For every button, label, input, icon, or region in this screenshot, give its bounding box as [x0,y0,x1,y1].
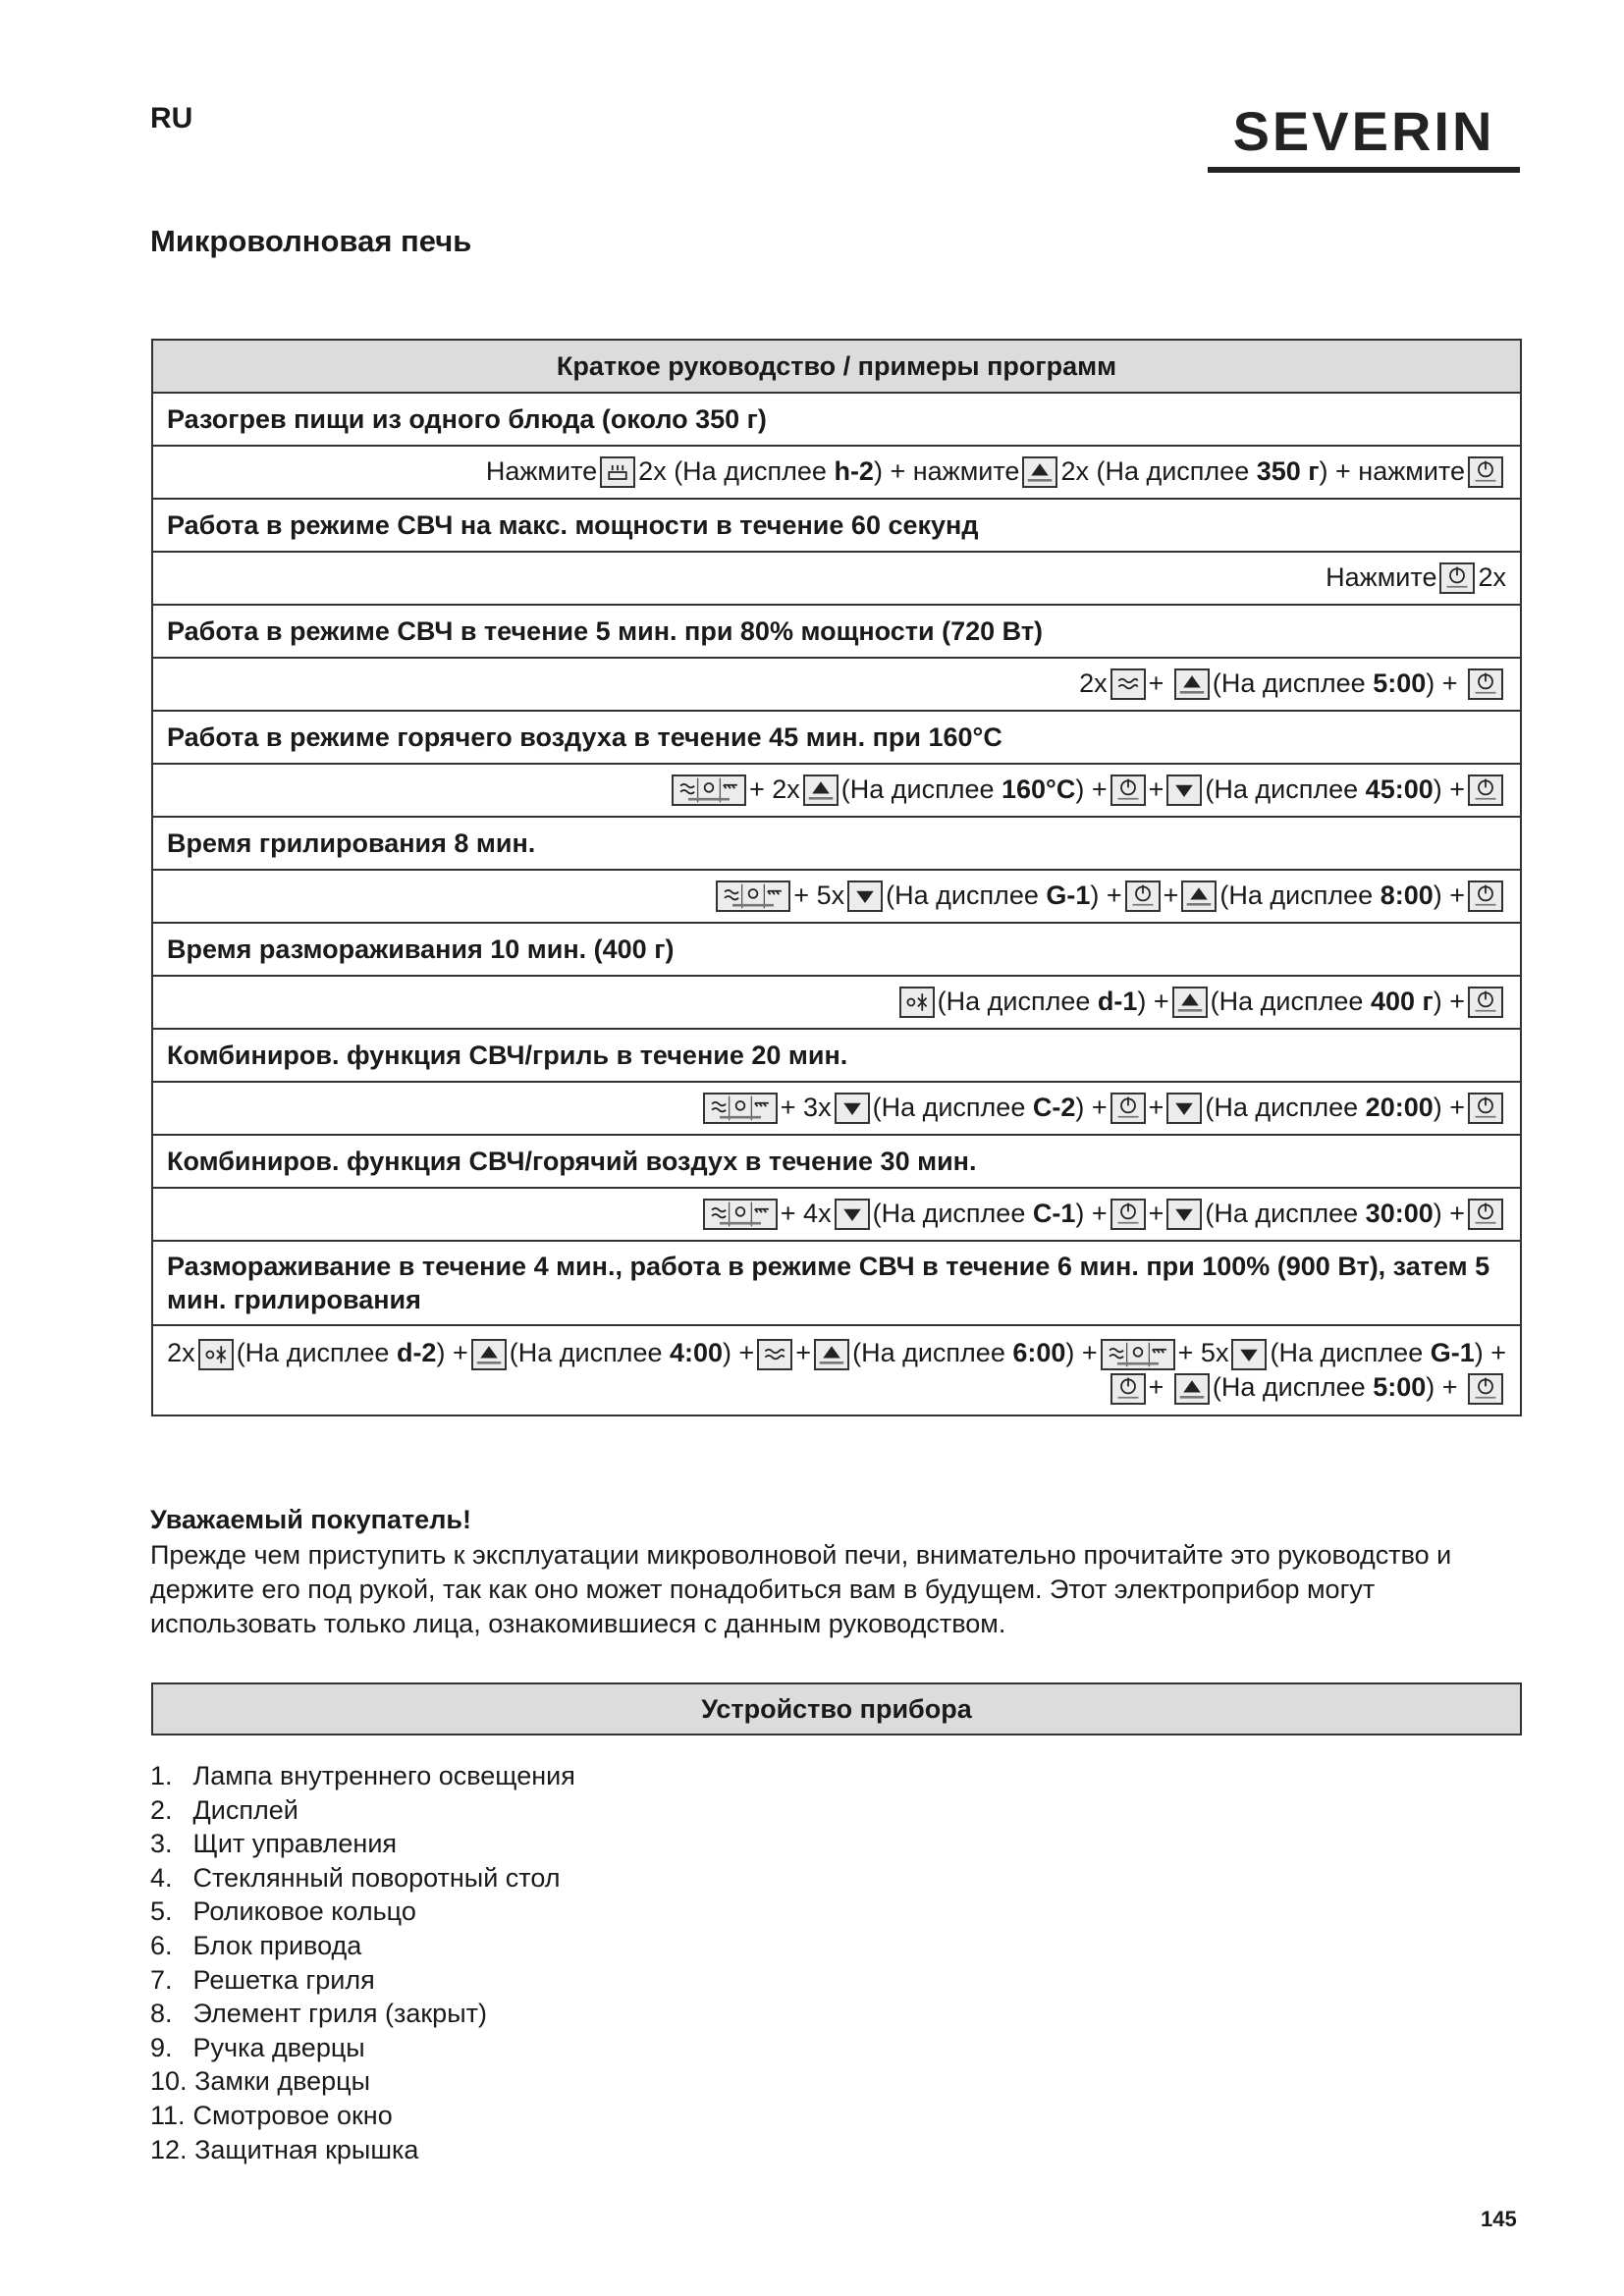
guide-section-steps-row [152,1082,1521,1135]
step-text: ) + [723,1338,755,1368]
part-label: Защитная крышка [194,2134,419,2164]
step-text: (На дисплее [1270,1338,1431,1368]
display-value: G-1 [1430,1338,1475,1368]
display-value: 6:00 [1012,1338,1066,1368]
start-quick-button-icon [1468,1093,1503,1124]
step-text: (На дисплее [1205,1198,1366,1228]
down-button-icon [847,881,883,912]
step-text: 2x [1079,667,1108,698]
guide-section-steps [152,764,1521,817]
step-text: ) + [1433,774,1465,804]
guide-section-title: Работа в режиме горячего воздуха в течение 45 мин. при 160°C [152,711,1521,764]
guide-section-steps-row [152,446,1521,499]
step-text: Нажмите [485,455,598,486]
start-quick-button-icon [1468,774,1503,806]
step-text: + 2x [748,774,800,804]
step-text: (На дисплее [852,1338,1013,1368]
guide-section-title: Работа в режиме СВЧ на макс. мощности в течение 60 секунд [152,499,1521,552]
intro-text: Прежде чем приступить к эксплуатации микроволновой печи, внимательно прочитайте это руководство и держите его под рукой, так как оно может понадобиться вам в будущем. Этот электроприбор могут использовать только лица, ознакомившиеся с данным руководством. [150,1540,1452,1638]
display-value: C-2 [1032,1092,1076,1122]
step-line [167,774,1506,807]
page-number: 145 [1481,2207,1517,2231]
step-text: ) + [1075,1092,1108,1122]
step-text: (На дисплее [1212,667,1374,698]
step-text: ) + [1065,1338,1098,1368]
step-text: + [1163,880,1179,910]
part-number: 10. [150,2066,188,2097]
microwave-power-button-icon [1110,668,1146,700]
guide-section-steps [152,870,1521,923]
step-text: 2x [1478,561,1506,592]
step-text: ) + [1433,986,1465,1016]
step-text: + 3x [780,1092,832,1122]
guide-section-steps-row [152,1188,1521,1241]
start-quick-button-icon [1110,774,1146,806]
device-section-heading: Устройство прибора [151,1682,1522,1735]
start-quick-button-icon [1468,456,1503,488]
guide-section-title: Время грилирования 8 мин. [152,817,1521,870]
part-list-item [150,2064,575,2099]
display-value: 8:00 [1380,880,1434,910]
defrost-button-icon [198,1339,234,1370]
quick-guide-table [151,339,1522,1416]
step-text: ) + нажмите [873,455,1020,486]
guide-section-steps [152,976,1521,1029]
step-text: (На дисплее [886,880,1047,910]
step-text: + [1148,1372,1171,1402]
part-list-item [150,1759,575,1793]
part-number: 9. [150,2032,173,2062]
step-text: (На дисплее [1205,1092,1366,1122]
guide-section-title: Время размораживания 10 мин. (400 г) [152,923,1521,976]
part-list-item [150,2099,575,2133]
display-value: 400 г [1370,986,1434,1016]
menu-button-icon [672,774,746,806]
display-value: 4:00 [669,1338,724,1368]
part-label: Щит управления [192,1829,398,1859]
guide-section-title: Комбиниров. функция СВЧ/горячий воздух в течение 30 мин. [152,1135,1521,1188]
up-button-icon [814,1339,849,1370]
part-label: Роликовое кольцо [192,1896,416,1927]
display-value: 30:00 [1365,1198,1434,1228]
guide-section-title-row [152,1241,1521,1325]
menu-button-icon [703,1199,778,1230]
down-button-icon [1166,774,1202,806]
part-list-item [150,1963,575,1998]
step-text: ) + [436,1338,468,1368]
display-value: 160°C [1001,774,1076,804]
display-value: 350 г [1256,455,1320,486]
part-label: Дисплей [192,1794,298,1825]
step-text: ) + [1075,1198,1108,1228]
step-line [167,1370,1506,1405]
display-value: C-1 [1032,1198,1076,1228]
guide-section-title-row [152,817,1521,870]
menu-button-icon [1101,1339,1175,1370]
display-value: 45:00 [1365,774,1434,804]
part-number: 6. [150,1930,173,1960]
start-quick-button-icon [1125,881,1161,912]
down-button-icon [835,1093,870,1124]
step-text: (На дисплее [1219,880,1380,910]
guide-section-title-row [152,499,1521,552]
device-parts-list [150,1759,575,2166]
guide-section-steps-row [152,976,1521,1029]
intro-title: Уважаемый покупатель! [150,1505,471,1534]
step-text: + [1148,774,1164,804]
part-label: Лампа внутреннего освещения [192,1761,575,1790]
part-number: 4. [150,1862,173,1893]
part-label: Замки дверцы [194,2066,371,2097]
guide-section-title-row [152,605,1521,658]
guide-section-title-row [152,711,1521,764]
down-button-icon [1231,1339,1267,1370]
display-value: d-1 [1097,986,1138,1016]
guide-section-title: Размораживание в течение 4 мин., работа в режиме СВЧ в течение 6 мин. при 100% (900 Вт), затем 5 мин. грилирования [152,1241,1521,1325]
start-quick-button-icon [1468,668,1503,700]
up-button-icon [1181,881,1217,912]
step-text: (На дисплее [509,1338,670,1368]
part-label: Решетка гриля [192,1964,375,1995]
step-text: 2x (На дисплее [638,455,835,486]
step-text: (На дисплее [872,1092,1033,1122]
part-list-item [150,1895,575,1929]
step-text: ) + [1090,880,1122,910]
guide-section-steps [152,552,1521,605]
start-quick-button-icon [1468,1373,1503,1405]
step-text: (На дисплее [937,986,1098,1016]
up-button-icon [471,1339,507,1370]
step-text: 2x [167,1338,195,1368]
part-label: Ручка дверцы [192,2032,365,2062]
quick-guide-header-row [152,340,1521,393]
down-button-icon [835,1199,870,1230]
part-label: Смотровое окно [192,2100,393,2130]
step-text: (На дисплее [236,1338,397,1368]
guide-section-steps [152,1082,1521,1135]
up-button-icon [1172,987,1208,1018]
step-text: ) + нажмите [1319,455,1465,486]
display-value: G-1 [1046,880,1091,910]
part-list-item [150,1997,575,2031]
menu-button-icon [716,881,790,912]
guide-section-steps [152,446,1521,499]
guide-section-steps [152,1325,1521,1415]
page-title: Микроволновая печь [150,224,472,258]
start-quick-button-icon [1468,881,1503,912]
guide-section-steps-row [152,764,1521,817]
step-text: Нажмите [1326,561,1437,592]
step-text: + [1148,1198,1164,1228]
part-label: Стеклянный поворотный стол [192,1862,561,1893]
step-line [167,562,1506,595]
start-quick-button-icon [1468,1199,1503,1230]
logo-underline [1208,167,1520,173]
microwave-power-button-icon [757,1339,792,1370]
guide-section-title-row [152,923,1521,976]
menu-button-icon [703,1093,778,1124]
step-text: ) + [1137,986,1169,1016]
start-quick-button-icon [1439,562,1475,594]
start-quick-button-icon [1110,1373,1146,1405]
part-label: Блок привода [192,1930,362,1960]
step-line [167,987,1506,1019]
guide-section-title-row [152,393,1521,446]
part-number: 8. [150,1999,173,2029]
step-text: ) + [1426,1372,1465,1402]
step-text: ) + [1426,667,1465,698]
step-text: ) + [1433,1198,1465,1228]
display-value: 5:00 [1373,1372,1427,1402]
guide-section-steps [152,1188,1521,1241]
part-list-item [150,2031,575,2065]
part-number: 5. [150,1896,173,1927]
part-list-item [150,1827,575,1861]
step-text: ) + [1474,1338,1506,1368]
part-number: 2. [150,1794,173,1825]
part-number: 12. [150,2134,188,2164]
part-list-item [150,1793,575,1828]
guide-section-steps-row [152,552,1521,605]
step-text: + 5x [793,880,845,910]
brand-name: SEVERIN [1232,100,1495,162]
up-button-icon [1022,456,1057,488]
step-line [167,1093,1506,1125]
down-button-icon [1166,1199,1202,1230]
step-line [167,881,1506,913]
up-button-icon [803,774,839,806]
step-line [167,456,1506,489]
guide-section-title: Работа в режиме СВЧ в течение 5 мин. при 80% мощности (720 Вт) [152,605,1521,658]
step-text: + [795,1338,812,1368]
part-number: 1. [150,1761,173,1790]
part-list-item [150,2133,575,2167]
part-number: 7. [150,1964,173,1995]
start-quick-button-icon [1110,1199,1146,1230]
step-text: (На дисплее [1205,774,1366,804]
language-code: RU [150,102,193,134]
step-text: ) + [1075,774,1108,804]
step-line [167,1199,1506,1231]
guide-section-title-row [152,1135,1521,1188]
display-value: 20:00 [1365,1092,1434,1122]
step-text: + 4x [780,1198,832,1228]
severin-logo [1208,100,1520,173]
part-list-item [150,1929,575,1963]
step-text: (На дисплее [1210,986,1371,1016]
step-text: + [1148,667,1171,698]
quick-guide-heading: Краткое руководство / примеры программ [152,340,1521,393]
part-number: 3. [150,1829,173,1859]
step-text: (На дисплее [872,1198,1033,1228]
display-value: h-2 [834,455,874,486]
step-text: + 5x [1177,1338,1229,1368]
step-text: 2x (На дисплее [1060,455,1257,486]
guide-section-title-row [152,1029,1521,1082]
part-label: Элемент гриля (закрыт) [192,1999,487,2029]
part-list-item [150,1861,575,1896]
up-button-icon [1174,668,1210,700]
up-button-icon [1174,1373,1210,1405]
part-number: 11. [150,2100,186,2130]
step-line [167,668,1506,701]
step-text: ) + [1433,1092,1465,1122]
display-value: d-2 [396,1338,437,1368]
down-button-icon [1166,1093,1202,1124]
guide-section-steps-row [152,1325,1521,1415]
guide-section-title: Разогрев пищи из одного блюда (около 350 г) [152,393,1521,446]
start-quick-button-icon [1110,1093,1146,1124]
guide-section-title: Комбиниров. функция СВЧ/гриль в течение 20 мин. [152,1029,1521,1082]
auto-cook-button-icon [600,456,635,488]
step-text: (На дисплее [840,774,1001,804]
start-quick-button-icon [1468,987,1503,1018]
guide-section-steps-row [152,870,1521,923]
display-value: 5:00 [1373,667,1427,698]
step-text: + [1148,1092,1164,1122]
guide-section-steps [152,658,1521,711]
step-text: ) + [1433,880,1465,910]
step-line [167,1336,1506,1370]
step-text: (На дисплее [1212,1372,1374,1402]
guide-section-steps-row [152,658,1521,711]
defrost-button-icon [899,987,935,1018]
